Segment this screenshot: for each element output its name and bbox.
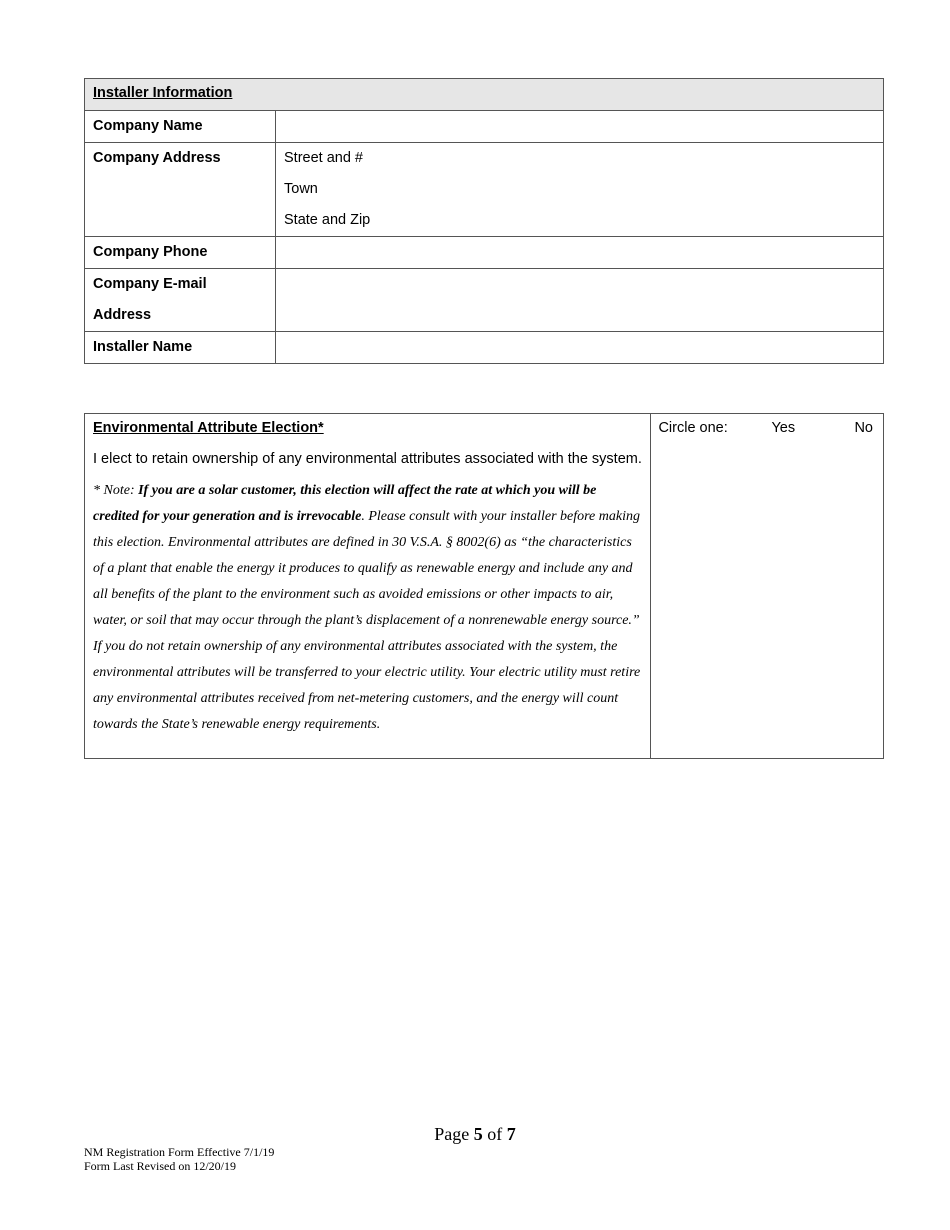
company-email-label xyxy=(85,269,276,332)
company-email-label-line2: Address xyxy=(93,307,152,323)
company-email-field[interactable] xyxy=(276,269,884,332)
installer-information-title: Installer Information xyxy=(93,85,233,101)
environmental-attribute-cell xyxy=(85,414,651,759)
note-body-text: . Please consult with your installer before making this election. Environmental attributes are defined in 30 V.S.A. § 8002(6) as “the characteristics of a plant that enable the energy it produces to qualify as renewable energy and include any and all benefits of the plant to the environment such as avoided emissions or other impacts to air, water, or soil that may occur through the plant’s displacement of a nonrenewable energy source.” If you do not retain ownership of any environmental attributes associated with the system, the environmental attributes will be transferred to your electric utility. Your electric utility must retire any environmental attributes received from net-metering customers, and the energy will count towards the State’s renewable energy requirements. xyxy=(93,509,641,732)
circle-one-label: Circle one: xyxy=(658,420,728,436)
election-statement: I elect to retain ownership of any environmental attributes associated with the system. xyxy=(93,451,642,467)
company-phone-label: Company Phone xyxy=(85,237,276,269)
company-address-label xyxy=(85,143,276,237)
page-current: 5 xyxy=(473,1124,483,1144)
footer-effective-date: NM Registration Form Effective 7/1/19 xyxy=(84,1145,275,1159)
company-name-label: Company Name xyxy=(85,111,276,143)
company-address-field[interactable] xyxy=(276,143,884,237)
page-number xyxy=(0,1124,950,1145)
note-prefix: * Note: xyxy=(93,483,139,498)
environmental-attribute-table xyxy=(84,413,884,759)
page-of: of xyxy=(482,1124,507,1144)
installer-information-table xyxy=(84,78,884,364)
installer-name-field[interactable] xyxy=(276,332,884,364)
footer-revised-date: Form Last Revised on 12/20/19 xyxy=(84,1159,236,1173)
environmental-attribute-title: Environmental Attribute Election* xyxy=(93,420,324,436)
company-address-label-text: Company Address xyxy=(93,150,221,166)
installer-information-header xyxy=(85,79,884,111)
no-option[interactable]: No xyxy=(854,420,873,436)
election-note xyxy=(93,478,642,738)
address-line-street: Street and # xyxy=(284,150,363,166)
page-total: 7 xyxy=(506,1124,516,1144)
company-email-label-line1: Company E-mail xyxy=(93,276,207,292)
footer xyxy=(84,1145,274,1173)
installer-name-label: Installer Name xyxy=(85,332,276,364)
yes-option[interactable]: Yes xyxy=(771,420,796,436)
page-prefix: Page xyxy=(434,1124,474,1144)
note-bold-text: If you are a solar customer, this election will affect the rate at which you will be credited for your generation and is irrevocable xyxy=(93,483,597,524)
circle-one-cell xyxy=(651,414,884,759)
company-phone-field[interactable] xyxy=(276,237,884,269)
address-line-state-zip: State and Zip xyxy=(284,212,371,228)
company-name-field[interactable] xyxy=(276,111,884,143)
address-line-town: Town xyxy=(284,181,318,197)
